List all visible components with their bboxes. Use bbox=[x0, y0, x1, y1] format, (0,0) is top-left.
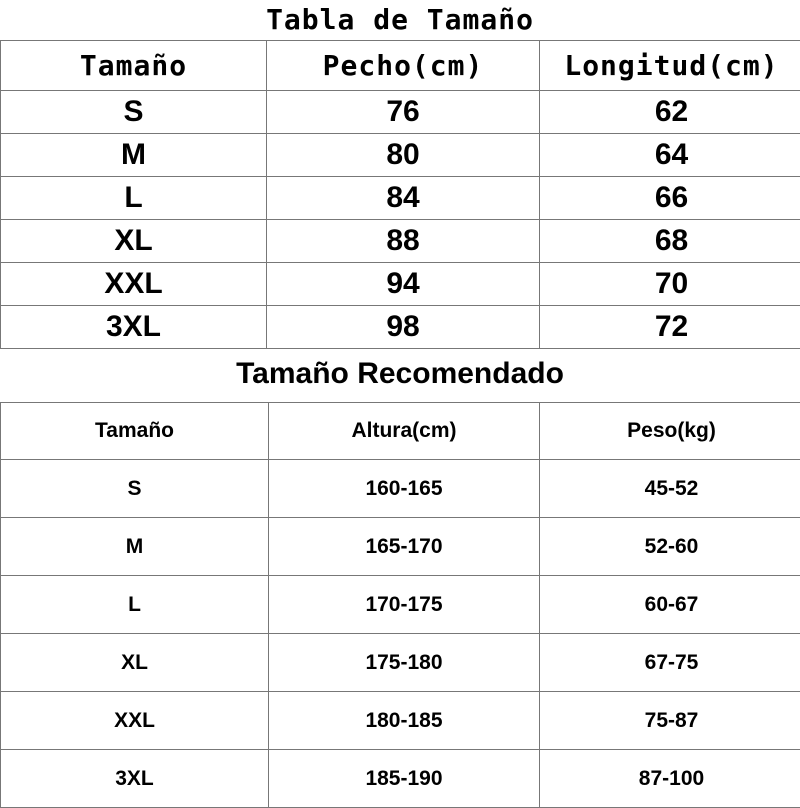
table-row bbox=[1, 91, 800, 134]
size-cell: 3XL bbox=[1, 750, 269, 808]
weight-cell: 67-75 bbox=[540, 634, 800, 692]
chest-cell: 88 bbox=[267, 220, 540, 263]
size-cell: XL bbox=[1, 634, 269, 692]
table-row bbox=[1, 460, 800, 518]
table-row bbox=[1, 750, 800, 808]
size-table-title: Tabla de Tamaño bbox=[0, 0, 800, 40]
header-cell-size: Tamaño bbox=[1, 41, 267, 91]
size-cell: XXL bbox=[1, 692, 269, 750]
header-cell-size: Tamaño bbox=[1, 403, 269, 460]
table-row bbox=[1, 576, 800, 634]
size-table bbox=[0, 40, 800, 349]
chest-cell: 98 bbox=[267, 306, 540, 349]
length-cell: 70 bbox=[540, 263, 800, 306]
chest-cell: 76 bbox=[267, 91, 540, 134]
table-row bbox=[1, 306, 800, 349]
weight-cell: 52-60 bbox=[540, 518, 800, 576]
height-cell: 185-190 bbox=[269, 750, 540, 808]
table-row bbox=[1, 220, 800, 263]
recommended-table bbox=[0, 402, 800, 808]
size-cell: M bbox=[1, 134, 267, 177]
size-cell: L bbox=[1, 177, 267, 220]
header-cell-chest: Pecho(cm) bbox=[267, 41, 540, 91]
chest-cell: 84 bbox=[267, 177, 540, 220]
height-cell: 175-180 bbox=[269, 634, 540, 692]
table-row bbox=[1, 518, 800, 576]
length-cell: 62 bbox=[540, 91, 800, 134]
table-header-row bbox=[1, 41, 800, 91]
height-cell: 160-165 bbox=[269, 460, 540, 518]
size-cell: M bbox=[1, 518, 269, 576]
chest-cell: 80 bbox=[267, 134, 540, 177]
weight-cell: 87-100 bbox=[540, 750, 800, 808]
length-cell: 72 bbox=[540, 306, 800, 349]
height-cell: 170-175 bbox=[269, 576, 540, 634]
size-cell: XL bbox=[1, 220, 267, 263]
height-cell: 165-170 bbox=[269, 518, 540, 576]
size-cell: XXL bbox=[1, 263, 267, 306]
length-cell: 64 bbox=[540, 134, 800, 177]
table-row bbox=[1, 177, 800, 220]
table-row bbox=[1, 692, 800, 750]
table-row bbox=[1, 634, 800, 692]
recommended-table-title: Tamaño Recomendado bbox=[0, 345, 800, 402]
table-row bbox=[1, 263, 800, 306]
weight-cell: 60-67 bbox=[540, 576, 800, 634]
header-cell-weight: Peso(kg) bbox=[540, 403, 800, 460]
weight-cell: 45-52 bbox=[540, 460, 800, 518]
size-cell: 3XL bbox=[1, 306, 267, 349]
table-header-row bbox=[1, 403, 800, 460]
length-cell: 68 bbox=[540, 220, 800, 263]
size-cell: S bbox=[1, 460, 269, 518]
header-cell-length: Longitud(cm) bbox=[540, 41, 800, 91]
table-row bbox=[1, 134, 800, 177]
header-cell-height: Altura(cm) bbox=[269, 403, 540, 460]
size-cell: S bbox=[1, 91, 267, 134]
length-cell: 66 bbox=[540, 177, 800, 220]
height-cell: 180-185 bbox=[269, 692, 540, 750]
chest-cell: 94 bbox=[267, 263, 540, 306]
weight-cell: 75-87 bbox=[540, 692, 800, 750]
size-cell: L bbox=[1, 576, 269, 634]
